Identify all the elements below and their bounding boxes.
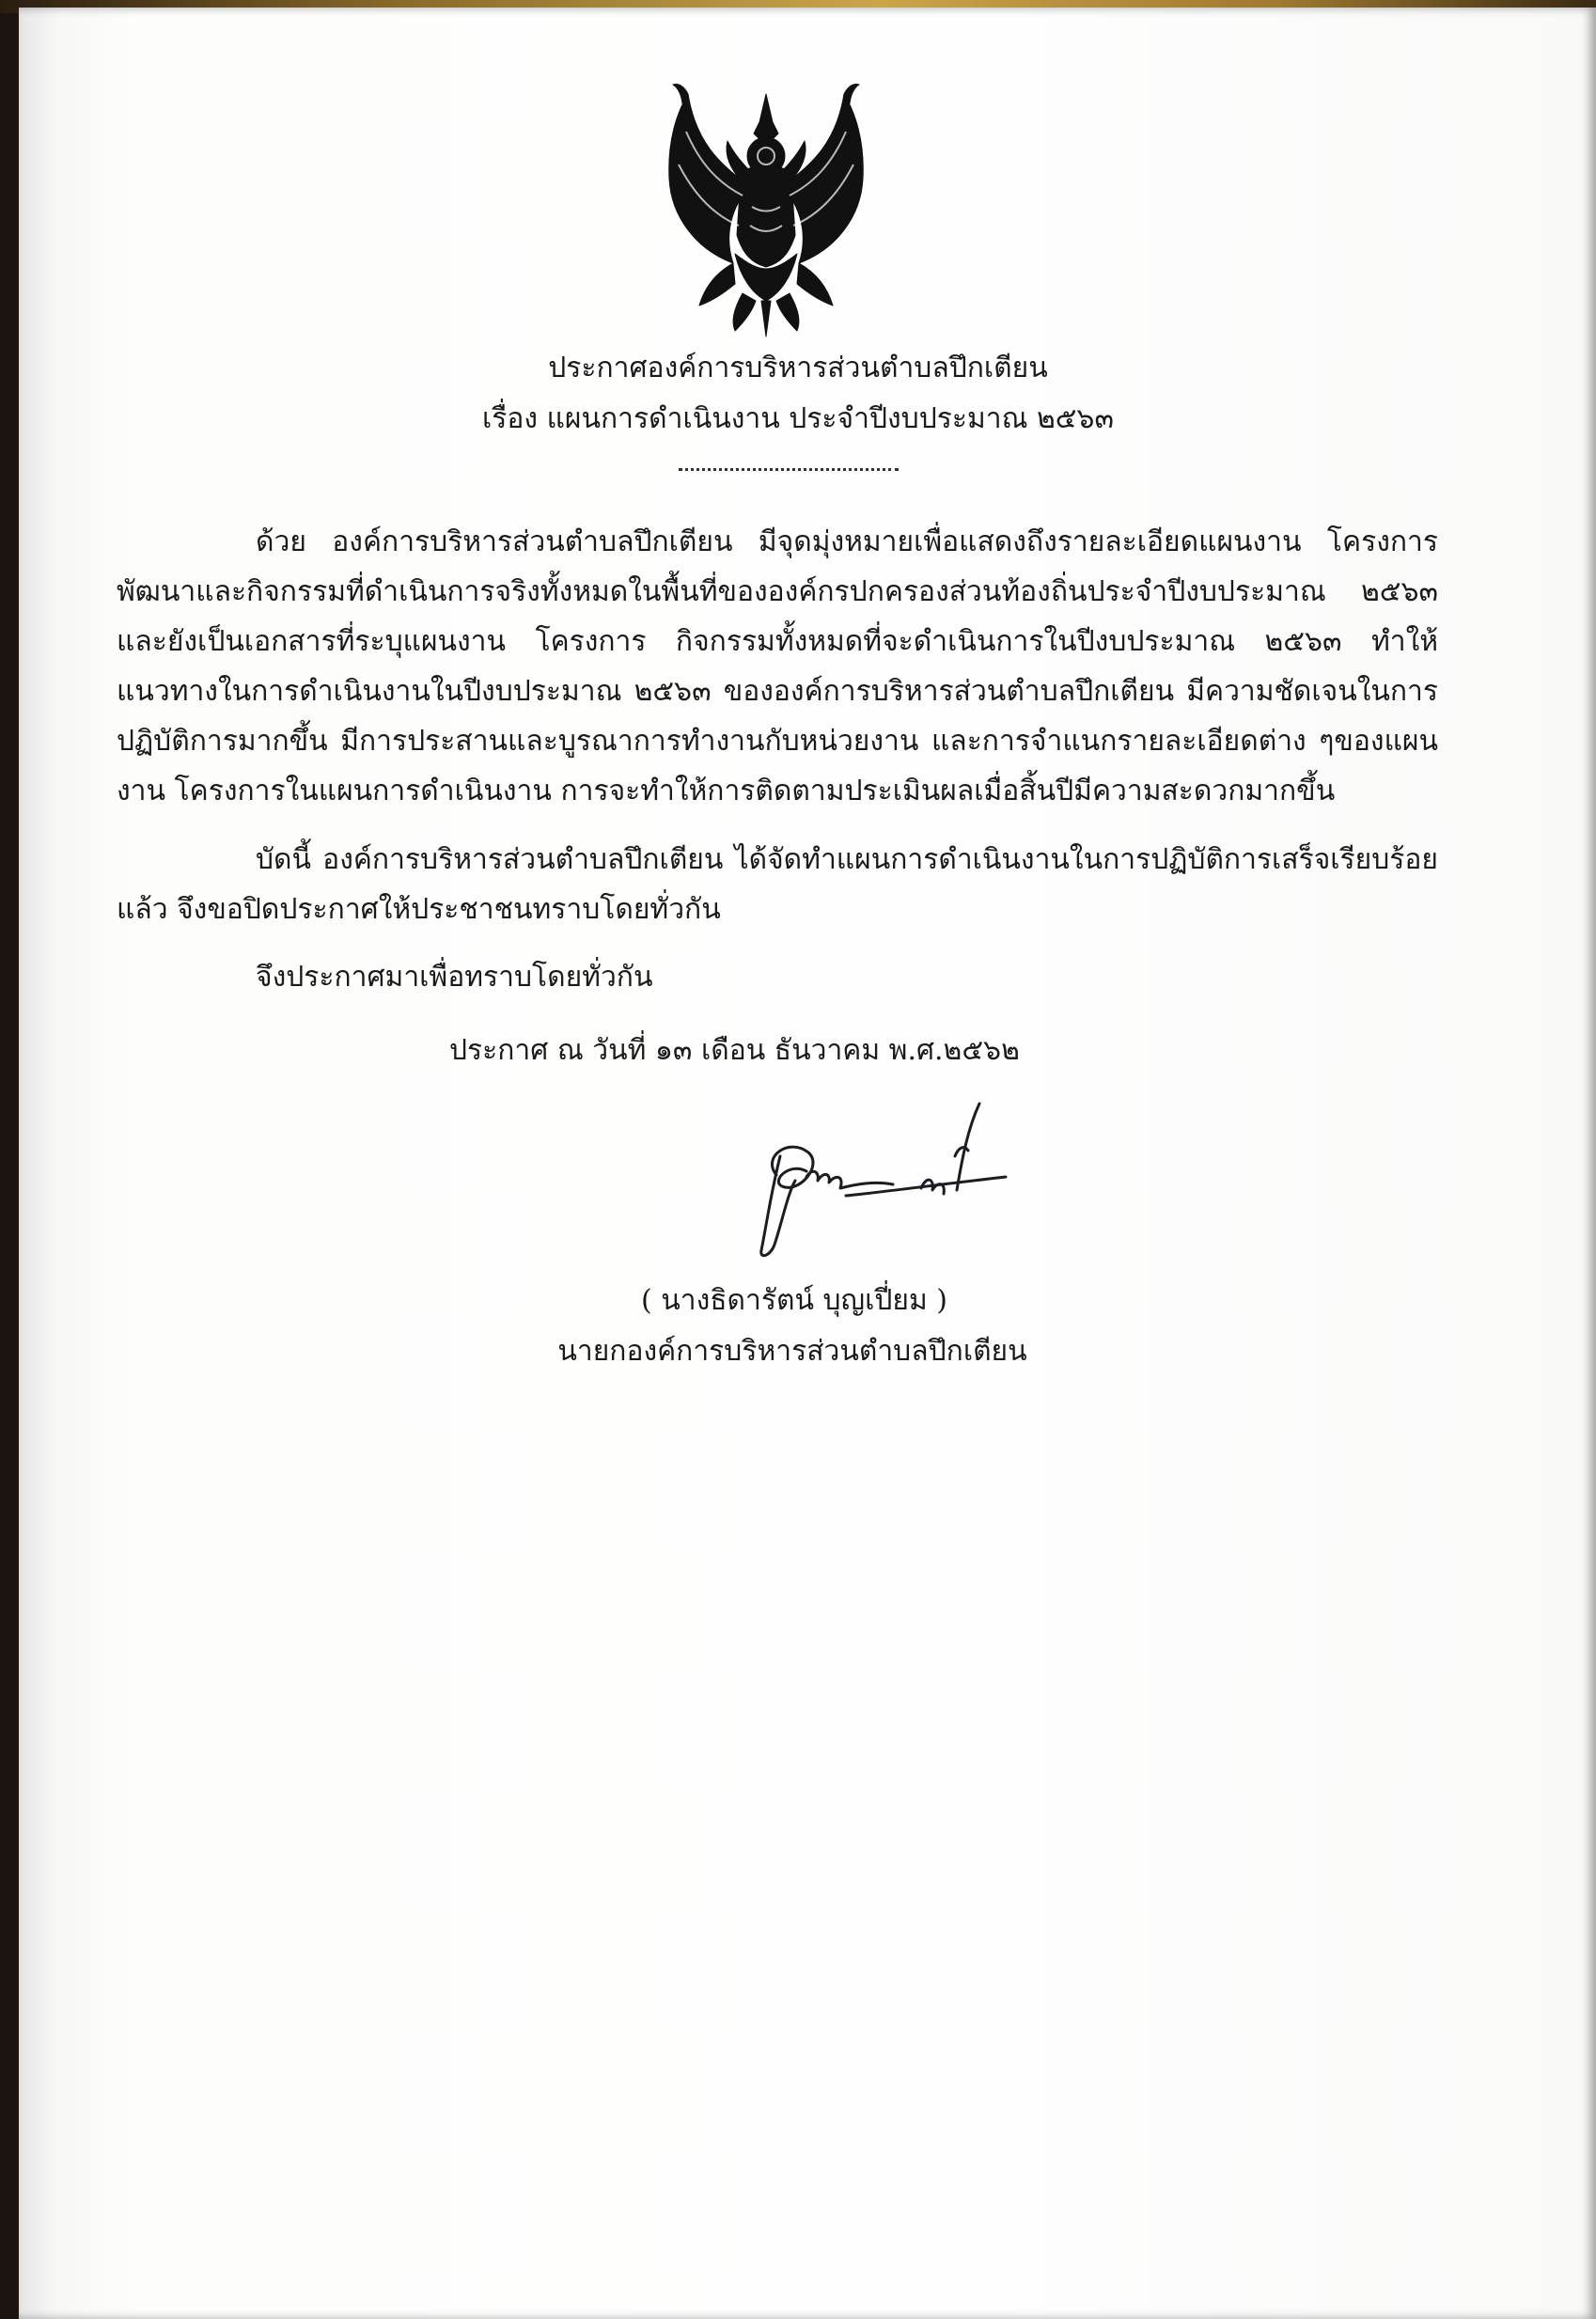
dotted-divider [679,468,899,471]
date-line: ประกาศ ณ วันที่ ๑๓ เดือน ธันวาคม พ.ศ.๒๕๖๒ [449,1034,1020,1067]
signer-position: นายกองค์การบริหารส่วนตำบลปึกเตียน [557,1335,1027,1368]
handwritten-signature [733,1090,1025,1269]
body-paragraph-1: ด้วย องค์การบริหารส่วนตำบลปึกเตียน มีจุดมุ่งหมายเพื่อแสดงถึงรายละเอียดแผนงาน โครงการพัฒนาและกิจกรรมที่ดำเนินการจริงทั้งหมดในพื้นที่ขององค์กรปกครองส่วนท้องถิ่นประจำปีงบประมาณ ๒๕๖๓ และยังเป็นเอกสารที่ระบุแผนงาน โครงการ กิจกรรมทั้งหมดที่จะดำเนินการในปีงบประมาณ ๒๕๖๓ ทำให้แนวทางในการดำเนินงานในปีงบประมาณ ๒๕๖๓ ขององค์การบริหารส่วนตำบลปึกเตียน มีความชัดเจนในการปฏิบัติการมากขึ้น มีการประสานและบูรณาการทำงานกับหน่วยงาน และการจำแนกรายละเอียดต่าง ๆของแผนงาน โครงการในแผนการดำเนินงาน การจะทำให้การติดตามประเมินผลเมื่อสิ้นปีมีความสะดวกมากขึ้น [117,525,1438,807]
closing-line: จึงประกาศมาเพื่อทราบโดยทั่วกัน [256,961,653,994]
announcement-title: ประกาศองค์การบริหารส่วนตำบลปึกเตียน [548,352,1048,384]
announcement-subject: เรื่อง แผนการดำเนินงาน ประจำปีงบประมาณ ๒๕๖๓ [482,402,1114,435]
body-paragraph-2: บัดนี้ องค์การบริหารส่วนตำบลปึกเตียน ได้จัดทำแผนการดำเนินงานในการปฏิบัติการเสร็จเรียบร้อยแล้ว จึงขอปิดประกาศให้ประชาชนทราบโดยทั่วกัน [117,843,1438,926]
signer-name: ( นางธิดารัตน์ บุญเปี่ยม ) [640,1284,947,1317]
garuda-emblem-icon [630,75,902,348]
